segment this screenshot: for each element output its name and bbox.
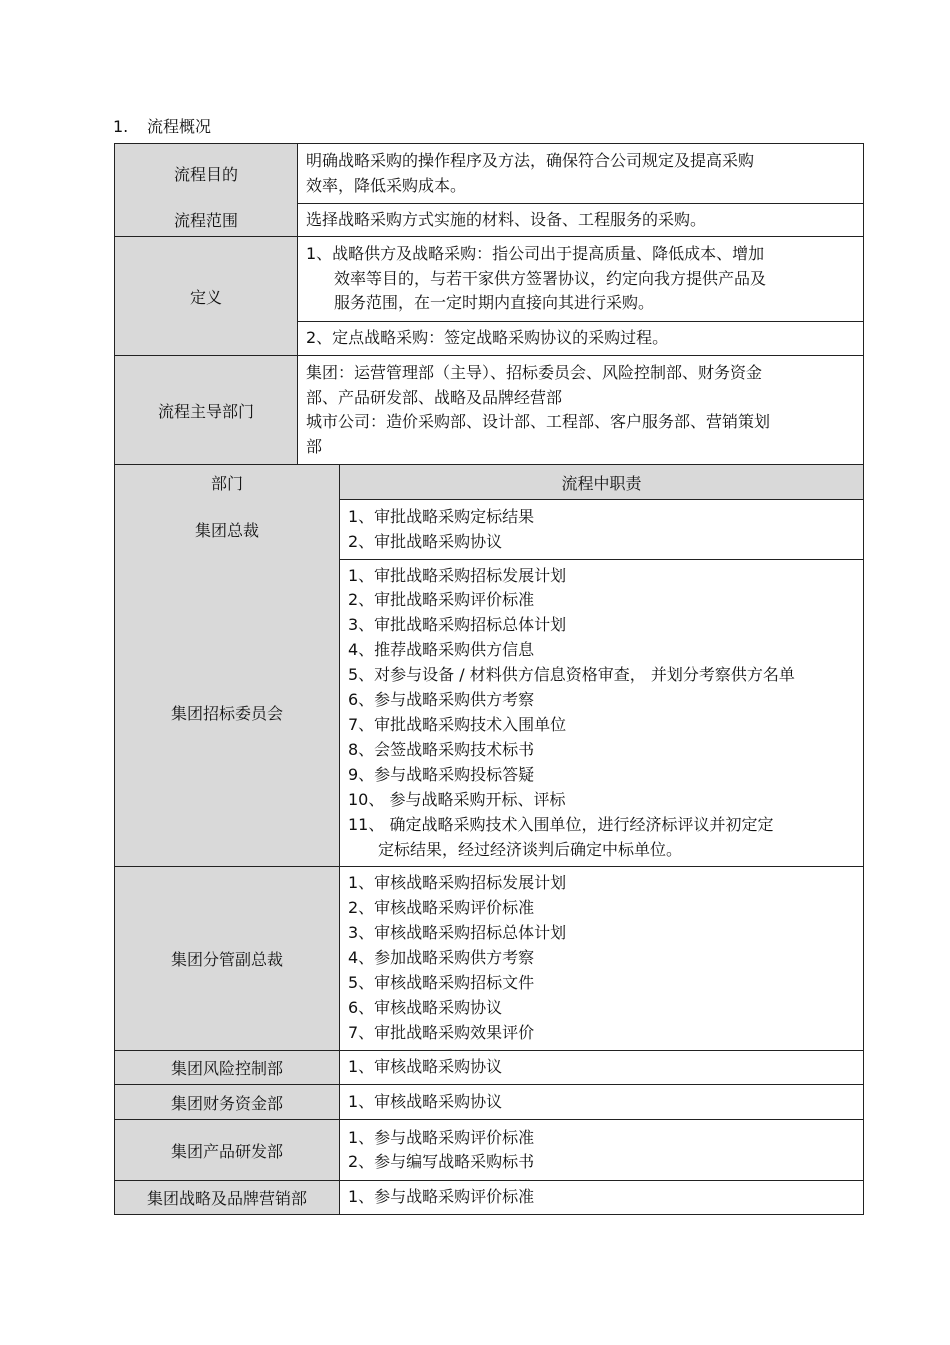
dept-cell: 集团风险控制部 (115, 1051, 340, 1085)
duty-item: 6、参与战略采购供方考察 (348, 690, 535, 710)
duty-item: 7、审批战略采购技术入围单位 (348, 715, 567, 734)
duty-item: 2、审批战略采购评价标准 (348, 590, 535, 610)
duty-item: 5、对参与设备 / 材料供方信息资格审查， 并划分考察供方名单 (348, 665, 795, 685)
duty-item: 1、参与战略采购评价标准 (348, 1127, 535, 1147)
lead-line: 城市公司：造价采购部、设计部、工程部、客户服务部、营销策划 (306, 412, 771, 431)
duty-cell (340, 560, 864, 867)
duty-item: 定标结果，经过经济谈判后确定中标单位。 (378, 839, 683, 859)
table-row (115, 500, 864, 560)
purpose-line: 明确战略采购的操作程序及方法，确保符合公司规定及提高采购 (306, 151, 755, 170)
definition-1 (298, 237, 864, 322)
duty-item: 1、审核战略采购招标发展计划 (348, 873, 567, 893)
duty-item: 8、会签战略采购技术标书 (348, 739, 535, 759)
duty-cell (340, 1051, 864, 1085)
duty-item: 10、 参与战略采购开标、评标 (348, 789, 566, 809)
duty-cell (340, 1120, 864, 1181)
definition-label: 定义 (115, 237, 298, 356)
dept-cell: 集团总裁 (115, 500, 340, 560)
duty-item: 5、审核战略采购招标文件 (348, 972, 535, 992)
purpose-label: 流程目的 (115, 144, 298, 204)
duty-item: 7、审批战略采购效果评价 (348, 1022, 535, 1042)
table-row (115, 1120, 864, 1181)
dept-cell: 集团战略及品牌营销部 (115, 1181, 340, 1215)
table-row (115, 560, 864, 867)
lead-label: 流程主导部门 (115, 356, 298, 465)
lead-line: 部、产品研发部、战略及品牌经营部 (306, 387, 563, 407)
table-row (115, 1085, 864, 1120)
lead-row (115, 356, 864, 465)
section-heading (113, 116, 211, 138)
definition-2: 2、定点战略采购：签定战略采购协议的采购过程。 (298, 322, 864, 356)
responsibility-table (114, 464, 864, 1215)
lead-line: 部 (306, 436, 323, 456)
duty-item: 11、 确定战略采购技术入围单位，进行经济标评议并初定定 (348, 814, 774, 834)
purpose-row (115, 144, 864, 204)
header-duty: 流程中职责 (340, 465, 864, 500)
table-row (115, 1181, 864, 1215)
dept-cell: 集团招标委员会 (115, 560, 340, 867)
duty-item: 1、审批战略采购定标结果 (348, 507, 535, 526)
table-row (115, 867, 864, 1051)
header-dept: 部门 (115, 465, 340, 500)
duty-cell (340, 500, 864, 560)
duty-item: 6、审核战略采购协议 (348, 997, 503, 1017)
purpose-value (298, 144, 864, 204)
definition-row-1 (115, 237, 864, 322)
duty-item: 2、审批战略采购协议 (348, 531, 503, 551)
duty-cell (340, 867, 864, 1051)
table-row (115, 1051, 864, 1085)
overview-table (114, 143, 864, 465)
duty-cell (340, 1181, 864, 1215)
scope-row (115, 204, 864, 237)
definition-1-line: 服务范围，在一定时期内直接向其进行采购。 (334, 293, 655, 313)
duty-cell (340, 1085, 864, 1120)
responsibility-header-row (115, 465, 864, 500)
duty-item: 1、审核战略采购协议 (348, 1091, 503, 1111)
lead-value (298, 356, 864, 465)
dept-cell: 集团财务资金部 (115, 1085, 340, 1120)
purpose-line: 效率，降低采购成本。 (306, 175, 467, 195)
scope-label: 流程范围 (115, 204, 298, 237)
duty-item: 2、参与编写战略采购标书 (348, 1152, 535, 1171)
lead-line: 集团：运营管理部（主导）、招标委员会、风险控制部、财务资金 (306, 363, 763, 382)
duty-item: 1、审批战略采购招标发展计划 (348, 565, 567, 585)
definition-1-line: 1、战略供方及战略采购：指公司出于提高质量、降低成本、增加 (306, 244, 765, 264)
duty-item: 9、参与战略采购投标答疑 (348, 764, 535, 784)
duty-item: 3、审核战略采购招标总体计划 (348, 923, 567, 943)
duty-item: 1、参与战略采购评价标准 (348, 1187, 535, 1207)
section-number: 1. (113, 117, 129, 136)
definition-1-line: 效率等目的，与若干家供方签署协议，约定向我方提供产品及 (334, 268, 767, 288)
scope-value: 选择战略采购方式实施的材料、设备、工程服务的采购。 (298, 204, 864, 237)
duty-item: 4、参加战略采购供方考察 (348, 948, 535, 968)
duty-item: 1、审核战略采购协议 (348, 1057, 503, 1077)
dept-cell: 集团分管副总裁 (115, 867, 340, 1051)
section-title: 流程概况 (147, 117, 212, 136)
duty-item: 3、审批战略采购招标总体计划 (348, 615, 567, 635)
dept-cell: 集团产品研发部 (115, 1120, 340, 1181)
duty-item: 2、审核战略采购评价标准 (348, 898, 535, 918)
duty-item: 4、推荐战略采购供方信息 (348, 640, 535, 660)
